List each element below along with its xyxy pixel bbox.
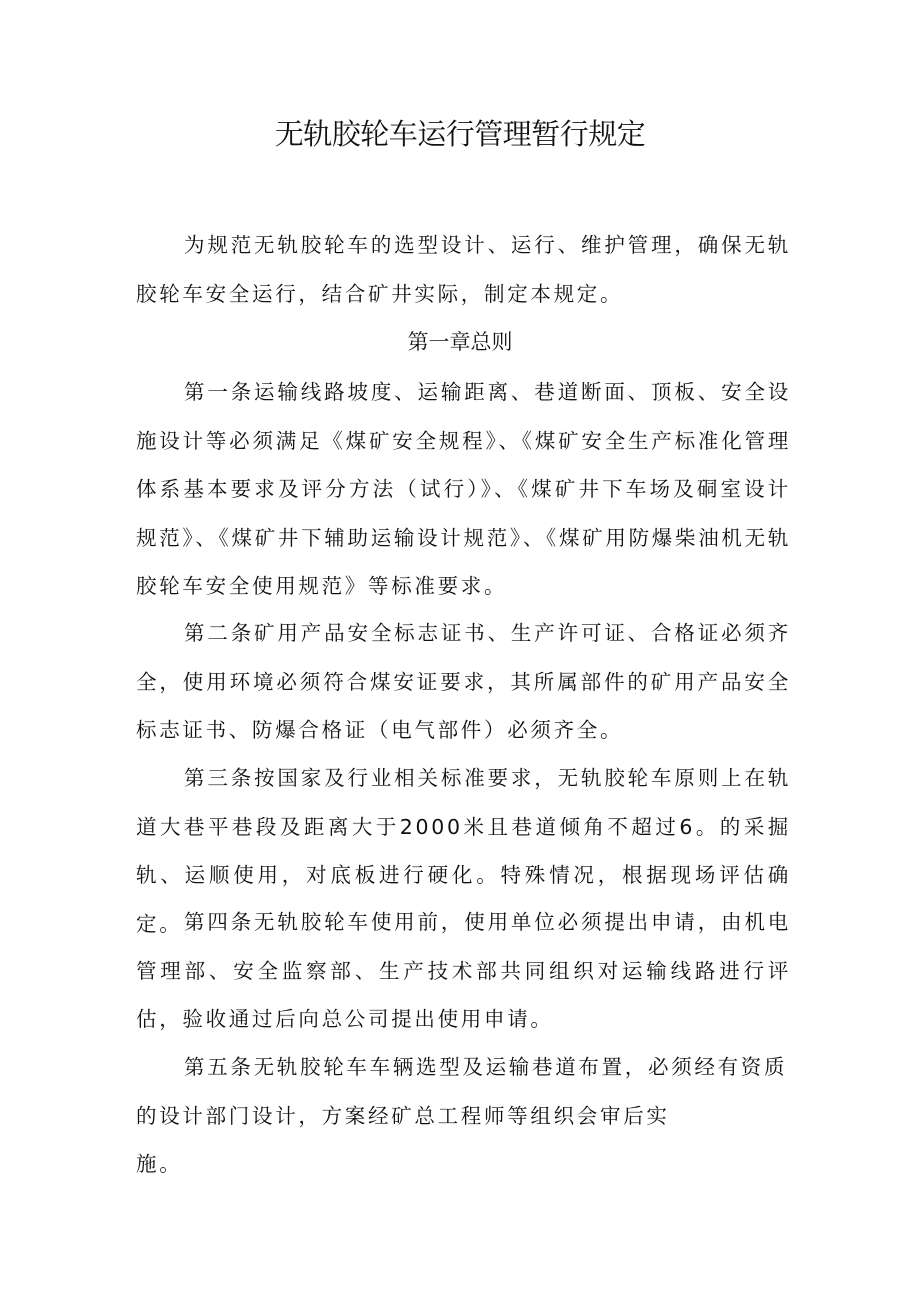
article-5-line-3: 施。 (136, 1152, 183, 1176)
chapter-heading: 第一章总则 (407, 330, 513, 354)
intro-paragraph: 为规范无轨胶轮车的选型设计、运行、维护管理，确保无轨胶轮车安全运行，结合矿井实际，制定本规定。 (136, 233, 791, 306)
article-5-paragraph (136, 1043, 791, 1189)
article-3-paragraph: 第三条按国家及行业相关标准要求，无轨胶轮车原则上在轨道大巷平巷段及距离大于2000米且巷道倾角不超过6。的采掘轨、运顺使用，对底板进行硬化。特殊情况，根据现场评估确定。 (136, 766, 791, 936)
article-4-paragraph: 第四条无轨胶轮车使用前，使用单位必须提出申请，由机电管理部、安全监察部、生产技术部共同组织对运输线路进行评估，验收通过后向总公司提出使用申请。 (136, 910, 791, 1031)
article-1-paragraph: 第一条运输线路坡度、运输距离、巷道断面、顶板、安全设施设计等必须满足《煤矿安全规程》、《煤矿安全生产标准化管理体系基本要求及评分方法（试行）》、《煤矿井下车场及硐室设计规范》、《煤矿井下辅助运输设计规范》、《煤矿用防爆柴油机无轨胶轮车安全使用规范》等标准要求。 (136, 380, 791, 598)
article-5-line-1: 第五条无轨胶轮车车辆选型及运输巷道布置，必须经有资质 (184, 1055, 788, 1079)
document-title: 无轨胶轮车运行管理暂行规定 (274, 117, 646, 151)
article-2-paragraph: 第二条矿用产品安全标志证书、生产许可证、合格证必须齐全，使用环境必须符合煤安证要求，其所属部件的矿用产品安全标志证书、防爆合格证（电气部件）必须齐全。 (136, 621, 791, 742)
article-5-line-2: 的设计部门设计，方案经矿总工程师等组织会审后实 (136, 1103, 670, 1128)
